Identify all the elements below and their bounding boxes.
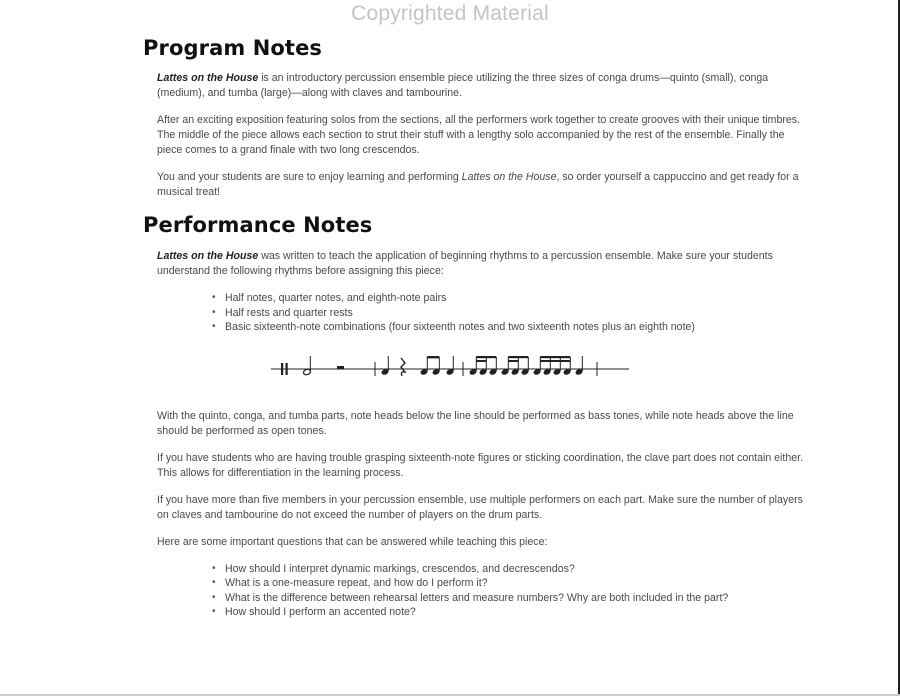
copyright-watermark: Copyrighted Material [351, 2, 549, 25]
question-list [143, 562, 811, 620]
paragraph-text: was written to teach the application of beginning rhythms to a percussion ensemble. Make sure your students understand the following rhythms before assigning this piece: [157, 250, 773, 277]
program-notes-paragraph-2: After an exciting exposition featuring solos from the sections, all the performers work together to create grooves with their unique timbres. The middle of the piece allows each section to strut their stuff with a lengthy solo accompanied by the rest of the ensemble. Finally the piece comes to a grand finale with two long crescendos. [157, 114, 801, 156]
piece-title: Lattes on the House [461, 171, 557, 183]
program-notes-heading: Program Notes [143, 36, 323, 60]
rhythm-example [143, 349, 811, 389]
list-item: • What is a one-measure repeat, and how do I perform it? [225, 576, 811, 591]
performance-notes-paragraph-1 [157, 249, 811, 279]
performance-notes-paragraph-4: If you have more than five members in your percussion ensemble, use multiple performers on each part. Make sure the number of players on claves and tambourine do not exceed the number of players on the drum parts. [157, 493, 803, 521]
paragraph-text: , so order yourself a cappuccino and get ready for a musical treat! [157, 171, 799, 198]
performance-notes-paragraph-2: With the quinto, conga, and tumba parts, note heads below the line should be performed as bass tones, while note heads above the line should be performed as open tones. [157, 409, 794, 437]
paragraph-text: You and your students are sure to enjoy learning and performing [157, 171, 462, 183]
performance-notes-paragraph-3: If you have students who are having trouble grasping sixteenth-note figures or sticking coordination, the clave part does not contain either. This allows for differentiation in the learning process. [157, 451, 804, 479]
half-rest [337, 366, 344, 369]
quarter-rest [401, 358, 405, 376]
list-item: • Basic sixteenth-note combinations (four sixteenth notes and two sixteenth notes plus an eighth note) [225, 320, 811, 335]
list-item: • Half rests and quarter rests [225, 306, 811, 321]
list-item: • Half notes, quarter notes, and eighth-note pairs [225, 291, 811, 306]
rhythm-list [143, 291, 811, 335]
performance-notes-paragraph-5: Here are some important questions that can be answered while teaching this piece: [157, 535, 548, 548]
piece-title: Lattes on the House [157, 72, 259, 84]
percussion-clef [281, 363, 283, 375]
performance-notes-heading: Performance Notes [143, 213, 373, 237]
list-item: • How should I interpret dynamic markings, crescendos, and decrescendos? [225, 562, 811, 577]
rhythm-notation-image [267, 349, 637, 389]
page-content [143, 36, 811, 634]
program-notes-paragraph-1 [157, 71, 811, 101]
list-item: • How should I perform an accented note? [225, 605, 811, 620]
list-item: • What is the difference between rehearsal letters and measure numbers? Why are both included in the part? [225, 591, 811, 606]
piece-title: Lattes on the House [157, 250, 259, 262]
paragraph-text: is an introductory percussion ensemble piece utilizing the three sizes of conga drums—quinto (small), conga (medium), and tumba (large)—along with claves and tambourine. [157, 72, 769, 99]
program-notes-paragraph-3 [157, 170, 811, 200]
